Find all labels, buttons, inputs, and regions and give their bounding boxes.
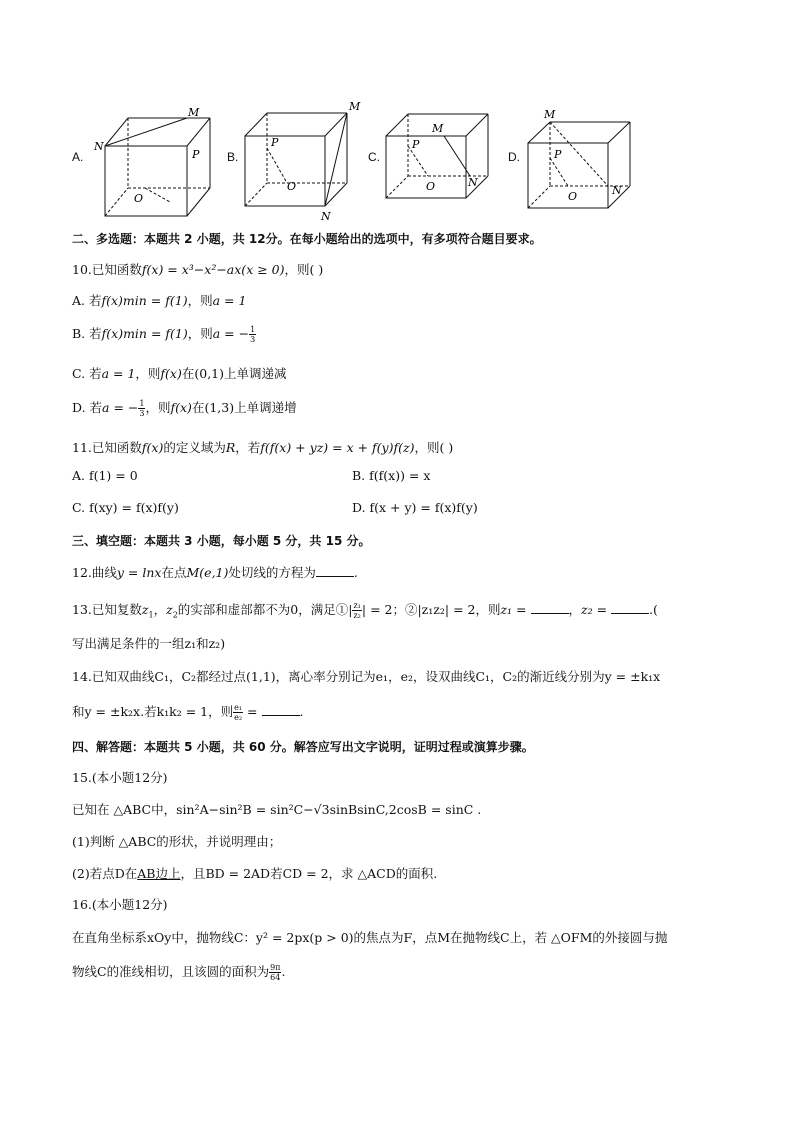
- q10-b-value: a = −: [212, 326, 250, 341]
- q10-b-fraction: [249, 325, 256, 344]
- q13-zero: 0: [290, 602, 299, 617]
- q16-heading: 16.(本小题12分): [72, 897, 168, 912]
- q10-a-mid: ，则: [187, 293, 213, 308]
- cube-d-drawing: [508, 98, 638, 218]
- q16-line1: 在直角坐标系xOy中，抛物线C：y² = 2px(p > 0)的焦点为F，点M在抛物线C上，若 △OFM的外接圆与抛: [72, 930, 668, 945]
- q10-option-a: [72, 291, 246, 309]
- q12-ask: 处切线的方程为: [228, 565, 316, 580]
- q13-line2: 写出满足条件的一组z₁和z₂): [72, 636, 226, 651]
- q11-stem-text: 11.已知函数: [72, 440, 142, 455]
- section-fill-blank-heading: 三、填空题：本题共 3 小题，每小题 5 分，共 15 分。: [72, 534, 371, 548]
- q13-z1: z: [141, 602, 149, 617]
- label-o: O: [568, 190, 578, 203]
- label-p: P: [412, 138, 420, 151]
- section-multiple-choice-heading: 二、多选题：本题共 2 小题，共 12分。在每小题给出的选项中，有多项符合题目要求。: [72, 232, 542, 246]
- q10-stem: [72, 260, 323, 278]
- label-p: P: [271, 136, 279, 149]
- answer-blank: [316, 566, 354, 577]
- q12-text: 12.曲线: [72, 565, 117, 580]
- q14-line2: [72, 702, 303, 722]
- answer-blank: [262, 705, 300, 716]
- q10-c-prefix: C. 若: [72, 366, 102, 381]
- q11-f: f(x): [141, 440, 164, 455]
- q10-d-a: a = −: [102, 400, 139, 415]
- answer-blank: [531, 603, 569, 614]
- frac-num: 9π: [270, 963, 281, 972]
- label-p: P: [192, 148, 200, 161]
- q15-part2-a: (2)若点D在: [72, 866, 138, 881]
- q11-option-d: D. f(x + y) = f(x)f(y): [352, 500, 478, 515]
- option-d-label: D.: [508, 150, 520, 164]
- q12: [72, 563, 358, 581]
- q13-line1: 13.已知复数$z_1$，$z_2$的实部和虚部都不为0，满足①| $\frac{\text{z₁}}{\text{z₂}}$ | = 2；②|z₁z₂| = 2，则z₁ = ，z₂ = .(: [72, 601, 658, 620]
- q16-text: 物线C的准线相切，且该圆的面积为: [72, 964, 270, 979]
- q14-cond: 和y = ±k₂x.若k₁k₂ = 1，则: [72, 704, 234, 719]
- q14-eq: =: [243, 704, 258, 719]
- q10-d-f: f(x): [170, 400, 192, 415]
- q13-cond2: | = 2；②|z₁z₂| = 2，则: [361, 602, 501, 617]
- label-m: M: [188, 106, 200, 119]
- cube-c-drawing: [368, 98, 498, 218]
- q15-part1: (1)判断 △ABC的形状，并说明理由；: [72, 834, 282, 849]
- q11-stem: [72, 438, 453, 456]
- q11-option-b: B. f(f(x)) = x: [352, 468, 431, 483]
- label-n: N: [321, 210, 331, 223]
- cube-figures: [70, 98, 670, 223]
- q10-function: f(x) = x³−x²−ax(x ≥ 0): [141, 262, 285, 277]
- q11-stem-mid: 的定义域为: [163, 440, 226, 455]
- q10-d-interval: (1,3): [204, 400, 235, 415]
- label-n: N: [612, 184, 622, 197]
- q10-a-value: a = 1: [212, 293, 247, 308]
- frac-den: e₂: [234, 713, 243, 722]
- q13-mid: 的实部和虚部都不为: [177, 602, 291, 617]
- q14-end: .: [299, 704, 304, 719]
- q11-stem-end: ，则( ): [414, 440, 454, 455]
- label-n: N: [468, 176, 478, 189]
- cube-a-drawing: [70, 98, 200, 218]
- q11-option-c: C. f(xy) = f(x)f(y): [72, 500, 179, 515]
- frac-num: z₁: [353, 601, 361, 610]
- option-a-label: A.: [72, 150, 84, 164]
- label-m: M: [544, 108, 556, 121]
- q13-sep: ，: [568, 602, 582, 617]
- answer-blank: [611, 603, 649, 614]
- frac-num: 1: [139, 399, 145, 408]
- q11-stem-if: ，若: [235, 440, 261, 455]
- q10-c-a: a = 1: [101, 366, 136, 381]
- option-c-label: C.: [368, 150, 380, 164]
- q10-d-mid: ，则: [145, 400, 171, 415]
- section-solution-heading: 四、解答题：本题共 5 小题，共 60 分。解答应写出文字说明，证明过程或演算步骤。: [72, 740, 534, 754]
- q15-part2-b: AB边上: [137, 866, 181, 881]
- label-m: M: [432, 122, 444, 135]
- q10-c-end: 上单调递减: [224, 366, 287, 381]
- q11-equation: f(f(x) + yz) = x + f(y)f(z): [260, 440, 415, 455]
- q12-point: M(e,1): [186, 565, 229, 580]
- q14-fraction: [233, 703, 243, 722]
- cube-b-drawing: [225, 98, 361, 223]
- q16-line2: [72, 962, 285, 982]
- q11-option-a: A. f(1) = 0: [72, 468, 138, 483]
- q10-stem-text: 10.已知函数: [72, 262, 142, 277]
- q10-a-expr: f(x)min = f(1): [101, 293, 188, 308]
- label-n: N: [94, 140, 104, 153]
- label-o: O: [134, 192, 144, 205]
- q13-z1-ask: z₁ =: [500, 602, 527, 617]
- frac-num: 1: [250, 325, 256, 334]
- q10-option-c: [72, 364, 287, 382]
- frac-den: z₂: [353, 611, 361, 620]
- q15-part2-c: ，且BD = 2AD若CD = 2，求 △ACD的面积.: [180, 866, 438, 881]
- q13-fraction: [352, 601, 361, 620]
- q16-end: .: [281, 964, 286, 979]
- q10-option-d: [72, 398, 297, 418]
- frac-num: e₁: [234, 703, 243, 712]
- q15-heading: 15.(本小题12分): [72, 770, 168, 785]
- q13-end: .(: [649, 602, 658, 617]
- q13-z2: z: [166, 602, 173, 617]
- q12-end: .: [353, 565, 358, 580]
- q11-domain: R: [225, 440, 236, 455]
- label-m: M: [349, 100, 361, 113]
- frac-den: 3: [250, 335, 256, 344]
- q14-line1: 14.已知双曲线C₁，C₂都经过点(1,1)，离心率分别记为e₁，e₂，设双曲线C₁，C₂的渐近线分别为y = ±k₁x: [72, 669, 661, 684]
- q10-b-expr: f(x)min = f(1): [101, 326, 188, 341]
- q15-part2: [72, 864, 437, 882]
- q10-d-end: 上单调递增: [234, 400, 297, 415]
- q10-d-in: 在: [191, 400, 205, 415]
- q13-text: 13.已知复数: [72, 602, 142, 617]
- q10-stem-end: ，则( ): [284, 262, 324, 277]
- q10-a-prefix: A. 若: [72, 293, 102, 308]
- option-b-label: B.: [227, 150, 239, 164]
- q15-given: 已知在 △ABC中，sin²A−sin²B = sin²C−√3sinBsinC,2cosB = sinC .: [72, 802, 482, 817]
- q12-mid: 在点: [161, 565, 187, 580]
- label-o: O: [287, 180, 297, 193]
- q10-b-mid: ，则: [187, 326, 213, 341]
- q12-curve: y = lnx: [116, 565, 162, 580]
- q13-cond1: ，满足①|: [298, 602, 353, 617]
- q10-b-prefix: B. 若: [72, 326, 102, 341]
- frac-den: 3: [139, 409, 145, 418]
- q10-c-interval: (0,1): [194, 366, 225, 381]
- label-o: O: [426, 180, 436, 193]
- q13-z2-ask: z₂ =: [581, 602, 608, 617]
- q10-d-prefix: D. 若: [72, 400, 103, 415]
- q10-c-f: f(x): [160, 366, 182, 381]
- q10-c-mid: ，则: [135, 366, 161, 381]
- q10-option-b: [72, 324, 256, 344]
- q16-fraction: [269, 963, 281, 982]
- frac-den: 64: [270, 973, 281, 982]
- q10-c-in: 在: [181, 366, 195, 381]
- label-p: P: [554, 148, 562, 161]
